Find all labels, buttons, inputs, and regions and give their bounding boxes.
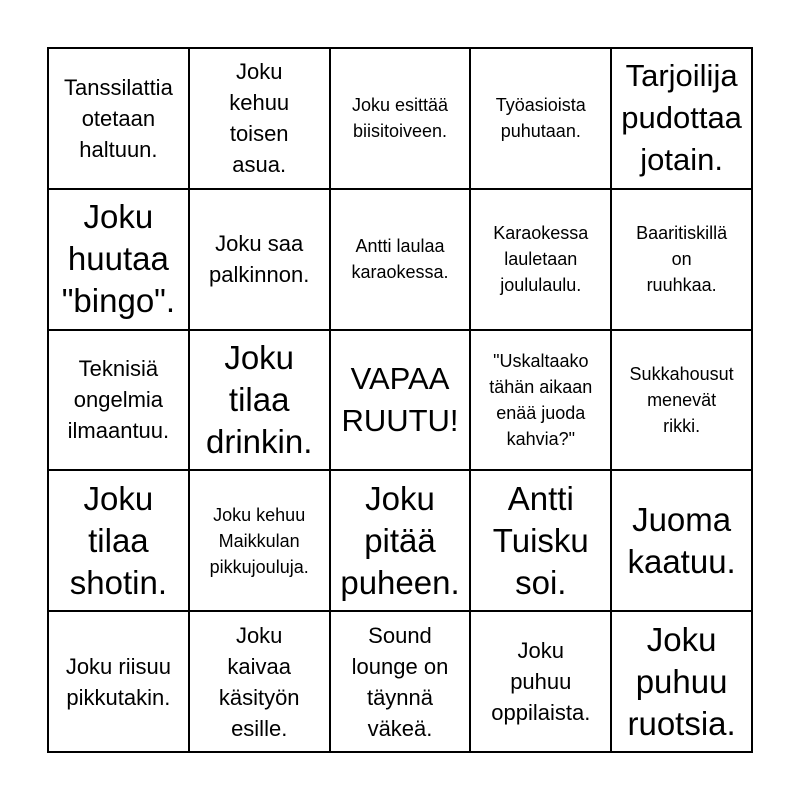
- cell-text: Juoma kaatuu.: [627, 500, 736, 580]
- bingo-cell-r1c1[interactable]: [49, 49, 190, 190]
- cell-text: Teknisiä ongelmia ilmaantuu.: [67, 356, 170, 444]
- cell-text: Joku huutaa "bingo".: [61, 198, 176, 320]
- bingo-board: [47, 47, 753, 753]
- bingo-cell-r2c4[interactable]: [471, 190, 612, 331]
- cell-text: Antti laulaa karaokessa.: [351, 236, 449, 283]
- bingo-cell-r4c2[interactable]: [190, 471, 331, 612]
- cell-text: Sound lounge on täynnä väkeä.: [351, 622, 449, 741]
- bingo-cell-r2c5[interactable]: [612, 190, 753, 331]
- bingo-cell-r1c5[interactable]: [612, 49, 753, 190]
- bingo-cell-r2c2[interactable]: [190, 190, 331, 331]
- cell-text: Joku saa palkinnon.: [209, 231, 310, 288]
- bingo-cell-r1c2[interactable]: [190, 49, 331, 190]
- bingo-cell-r5c1[interactable]: [49, 612, 190, 753]
- bingo-cell-r4c3[interactable]: [331, 471, 472, 612]
- bingo-cell-r3c5[interactable]: [612, 331, 753, 472]
- bingo-cell-r3c4[interactable]: [471, 331, 612, 472]
- bingo-cell-r1c3[interactable]: [331, 49, 472, 190]
- cell-text: Baaritiskillä on ruuhkaa.: [636, 223, 728, 296]
- cell-text: Tarjoilija pudottaa jotain.: [621, 58, 742, 178]
- bingo-cell-r1c4[interactable]: [471, 49, 612, 190]
- bingo-cell-r5c3[interactable]: [331, 612, 472, 753]
- cell-text: Joku tilaa drinkin.: [206, 338, 313, 460]
- bingo-cell-r3c1[interactable]: [49, 331, 190, 472]
- cell-text: Työasioista puhutaan.: [495, 95, 586, 142]
- bingo-cell-r4c5[interactable]: [612, 471, 753, 612]
- cell-text: Joku pitää puheen.: [340, 479, 460, 601]
- bingo-cell-r2c3[interactable]: [331, 190, 472, 331]
- cell-text: Karaokessa lauletaan joululaulu.: [493, 223, 589, 296]
- cell-text: Joku riisuu pikkutakin.: [65, 653, 171, 710]
- bingo-cell-r5c4[interactable]: [471, 612, 612, 753]
- bingo-cell-r4c1[interactable]: [49, 471, 190, 612]
- cell-text: Joku kehuu toisen asua.: [229, 59, 290, 178]
- cell-text: Joku kehuu Maikkulan pikkujouluja.: [209, 504, 309, 577]
- cell-text: Joku puhuu ruotsia.: [627, 620, 736, 742]
- cell-text: "Uskaltaako tähän aikaan enää juoda kahvia?": [489, 350, 593, 449]
- cell-text: Joku puhuu oppilaista.: [491, 638, 591, 726]
- bingo-cell-r2c1[interactable]: [49, 190, 190, 331]
- bingo-cell-r5c2[interactable]: [190, 612, 331, 753]
- bingo-cell-r3c2[interactable]: [190, 331, 331, 472]
- bingo-cell-r4c4[interactable]: [471, 471, 612, 612]
- cell-text: Joku esittää biisitoiveen.: [351, 95, 449, 142]
- cell-text: Joku kaivaa käsityön esille.: [218, 622, 300, 741]
- bingo-cell-r5c5[interactable]: [612, 612, 753, 753]
- cell-text: Antti Tuisku soi.: [492, 479, 589, 601]
- free-space-cell[interactable]: [331, 331, 472, 472]
- cell-text: Joku tilaa shotin.: [69, 479, 168, 601]
- cell-text: Tanssilattia otetaan haltuun.: [63, 74, 173, 162]
- cell-text: Sukkahousut menevät rikki.: [629, 363, 734, 436]
- cell-text: VAPAA RUUTU!: [341, 360, 459, 438]
